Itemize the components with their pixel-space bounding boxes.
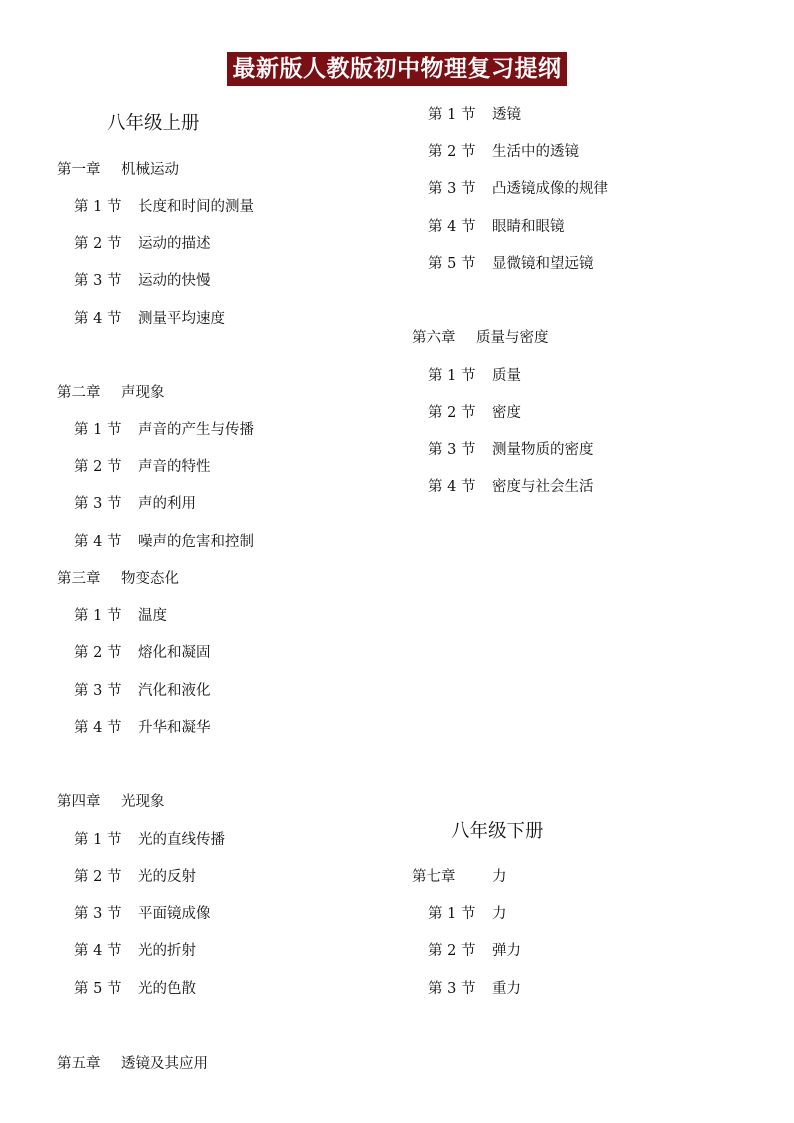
section-title: 光的反射 [138,869,196,885]
section-title: 噪声的危害和控制 [138,534,254,550]
section-number: 第 4 节 [428,219,476,235]
chapter-heading [412,328,549,348]
section-title: 密度 [492,405,521,421]
section-title: 升华和凝华 [138,720,211,736]
section-item [74,979,196,999]
section-item [74,494,196,514]
section-number: 第 1 节 [428,107,476,123]
chapter-title: 力 [492,869,507,885]
chapter-heading [57,383,165,403]
section-item [428,979,521,999]
section-number: 第 5 节 [74,981,122,997]
section-title: 声音的产生与传播 [138,422,254,438]
section-number: 第 2 节 [428,943,476,959]
chapter-title: 物变态化 [121,571,179,587]
section-item [428,217,565,237]
section-title: 生活中的透镜 [492,144,579,160]
section-title: 汽化和液化 [138,683,211,699]
chapter-number: 第一章 [57,162,101,178]
section-item [428,477,594,497]
section-number: 第 1 节 [428,906,476,922]
section-title: 熔化和凝固 [138,645,211,661]
section-number: 第 1 节 [74,422,122,438]
chapter-heading [57,160,179,180]
section-number: 第 1 节 [428,368,476,384]
section-title: 温度 [138,608,167,624]
section-item [428,366,521,386]
section-item [74,904,211,924]
section-item [74,718,211,738]
section-item [74,867,196,887]
chapter-number: 第四章 [57,794,101,810]
grade-heading-lower: 八年级下册 [451,821,544,842]
chapter-number: 第三章 [57,571,101,587]
section-number: 第 2 节 [428,405,476,421]
chapter-heading [57,569,179,589]
chapter-title: 光现象 [121,794,165,810]
section-title: 运动的描述 [138,236,211,252]
section-title: 运动的快慢 [138,273,211,289]
section-item [74,309,225,329]
section-item [74,420,254,440]
section-title: 平面镜成像 [138,906,211,922]
section-number: 第 5 节 [428,256,476,272]
section-item [74,606,167,626]
grade-heading-upper: 八年级上册 [107,113,200,134]
section-title: 显微镜和望远镜 [492,256,594,272]
section-item [428,254,594,274]
chapter-heading [57,1054,208,1074]
chapter-number: 第五章 [57,1056,101,1072]
section-number: 第 4 节 [74,311,122,327]
section-item [74,941,196,961]
section-item [428,105,521,125]
section-item [74,234,211,254]
section-number: 第 2 节 [74,236,122,252]
section-number: 第 3 节 [74,273,122,289]
chapter-number: 第七章 [412,869,456,885]
section-title: 弹力 [492,943,521,959]
chapter-number: 第二章 [57,385,101,401]
section-item [74,197,254,217]
section-title: 声的利用 [138,496,196,512]
section-item [74,681,211,701]
section-number: 第 3 节 [74,683,122,699]
section-number: 第 3 节 [428,981,476,997]
section-number: 第 2 节 [428,144,476,160]
chapter-title: 质量与密度 [476,330,549,346]
chapter-number: 第六章 [412,330,456,346]
section-number: 第 4 节 [74,943,122,959]
section-number: 第 2 节 [74,459,122,475]
chapter-title: 机械运动 [121,162,179,178]
section-number: 第 3 节 [428,442,476,458]
section-item [428,440,594,460]
section-item [74,457,211,477]
section-title: 长度和时间的测量 [138,199,254,215]
section-number: 第 2 节 [74,645,122,661]
section-number: 第 4 节 [74,720,122,736]
section-number: 第 1 节 [74,608,122,624]
section-item [74,830,225,850]
section-number: 第 3 节 [74,906,122,922]
section-number: 第 1 节 [74,199,122,215]
chapter-title: 透镜及其应用 [121,1056,208,1072]
section-title: 声音的特性 [138,459,211,475]
section-number: 第 4 节 [74,534,122,550]
section-item [74,643,211,663]
section-title: 透镜 [492,107,521,123]
section-number: 第 3 节 [428,181,476,197]
chapter-title: 声现象 [121,385,165,401]
section-item [428,179,608,199]
section-title: 测量平均速度 [138,311,225,327]
section-title: 质量 [492,368,521,384]
section-title: 密度与社会生活 [492,479,594,495]
section-number: 第 3 节 [74,496,122,512]
section-item [428,904,507,924]
section-title: 光的色散 [138,981,196,997]
section-item [428,142,579,162]
section-number: 第 2 节 [74,869,122,885]
section-title: 凸透镜成像的规律 [492,181,608,197]
section-title: 光的直线传播 [138,832,225,848]
section-title: 测量物质的密度 [492,442,594,458]
section-title: 重力 [492,981,521,997]
section-title: 眼睛和眼镜 [492,219,565,235]
chapter-heading [57,792,165,812]
section-item [428,941,521,961]
section-item [74,532,254,552]
section-item [428,403,521,423]
document-title: 最新版人教版初中物理复习提纲 [227,52,567,86]
section-title: 力 [492,906,507,922]
section-number: 第 4 节 [428,479,476,495]
section-item [74,271,211,291]
section-title: 光的折射 [138,943,196,959]
section-number: 第 1 节 [74,832,122,848]
chapter-heading [412,867,507,887]
